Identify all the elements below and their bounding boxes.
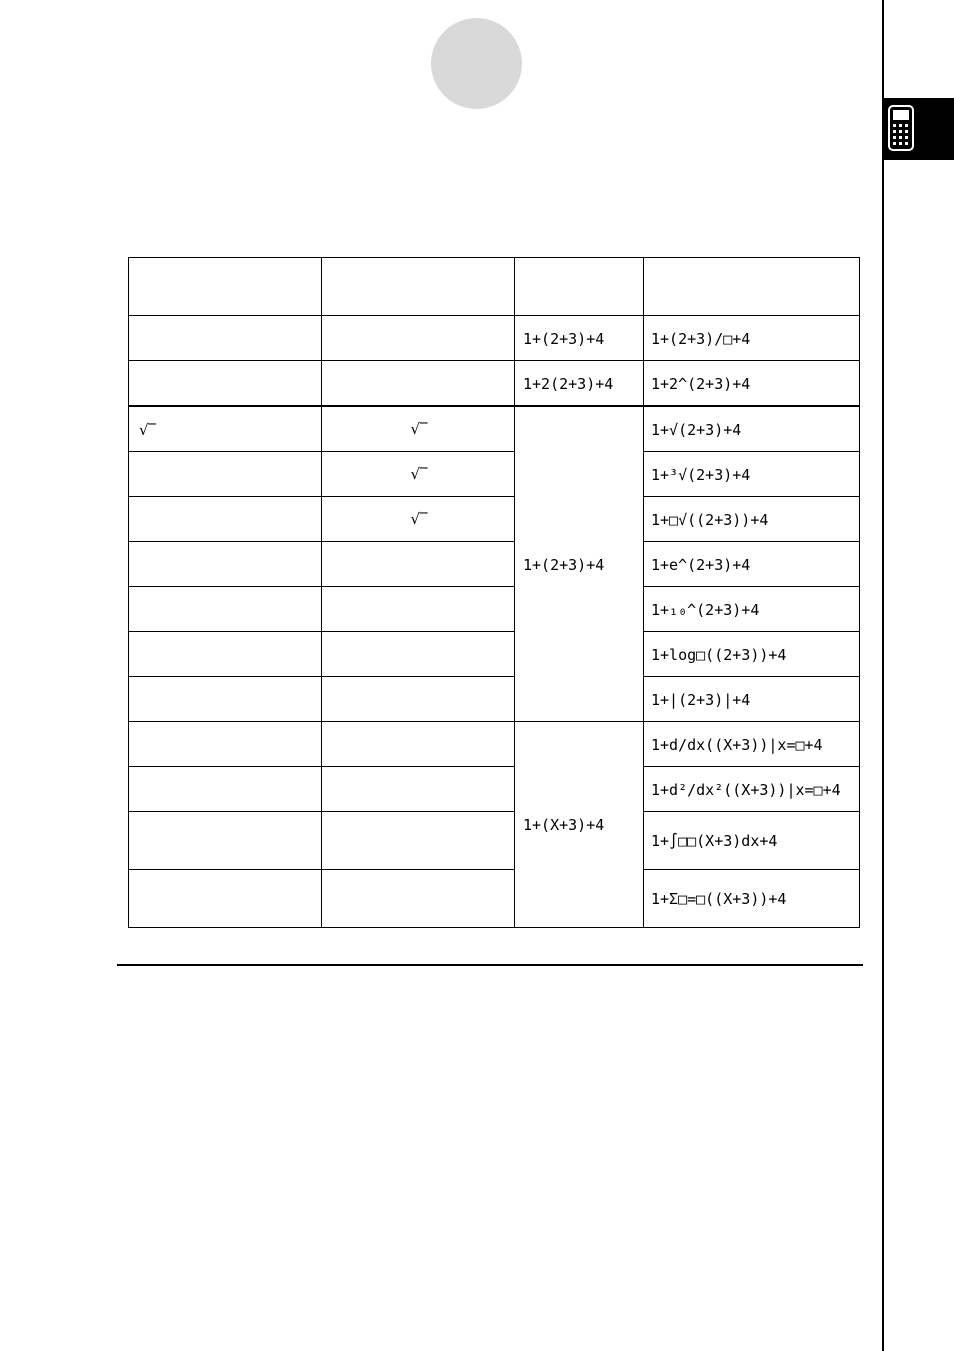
table-row	[129, 316, 860, 361]
sqrt-symbol: √‾	[410, 465, 428, 483]
cell	[644, 406, 860, 452]
cell	[515, 316, 644, 361]
cell	[129, 587, 322, 632]
result-expression: 1+₁₀^(2+3)+4	[651, 600, 760, 619]
cell	[644, 542, 860, 587]
cell	[322, 497, 515, 542]
table-row	[129, 406, 860, 452]
cell	[129, 497, 322, 542]
cell	[644, 361, 860, 407]
table-row	[129, 632, 860, 677]
cell	[129, 632, 322, 677]
result-expression: 1+√(2+3)+4	[651, 420, 742, 439]
header-cell	[322, 258, 515, 316]
cell	[644, 316, 860, 361]
result-expression: 1+³√(2+3)+4	[651, 465, 751, 484]
result-expression: 1+d²/dx²((X+3))|x=□+4	[651, 780, 841, 799]
cell	[129, 812, 322, 870]
cell	[129, 361, 322, 407]
sqrt-symbol: √‾	[410, 420, 428, 438]
cell	[644, 677, 860, 722]
cell	[129, 767, 322, 812]
table-row	[129, 812, 860, 870]
header-row	[129, 258, 860, 316]
cell	[322, 870, 515, 928]
cell	[129, 452, 322, 497]
cell	[322, 677, 515, 722]
template-table	[128, 257, 860, 928]
result-expression: 1+(2+3)/□+4	[651, 329, 751, 348]
result-expression: 1+2^(2+3)+4	[651, 374, 751, 393]
cell	[322, 452, 515, 497]
side-rule	[882, 0, 884, 1351]
table-row	[129, 497, 860, 542]
result-expression: 1+Σ□=□((X+3))+4	[651, 890, 787, 908]
input-expression: 1+(X+3)+4	[523, 816, 605, 834]
bottom-rule	[117, 964, 863, 966]
cell	[644, 587, 860, 632]
result-expression: 1+|(2+3)|+4	[651, 690, 751, 709]
table-row	[129, 767, 860, 812]
cell	[129, 870, 322, 928]
cell	[322, 812, 515, 870]
cell	[129, 316, 322, 361]
input-expression: 1+(2+3)+4	[523, 329, 605, 348]
cell	[322, 722, 515, 767]
table-row	[129, 542, 860, 587]
cell	[129, 722, 322, 767]
result-expression: 1+□√((2+3))+4	[651, 510, 769, 529]
cell	[644, 497, 860, 542]
cell	[644, 812, 860, 870]
cell	[129, 677, 322, 722]
table-row	[129, 587, 860, 632]
cell	[644, 632, 860, 677]
input-expression: 1+2(2+3)+4	[523, 374, 614, 393]
cell	[322, 767, 515, 812]
cell	[644, 722, 860, 767]
table-row	[129, 452, 860, 497]
cell	[644, 767, 860, 812]
section-tab	[882, 98, 954, 160]
header-cell	[644, 258, 860, 316]
cell	[515, 361, 644, 407]
cell	[129, 542, 322, 587]
cell	[644, 452, 860, 497]
cell	[322, 542, 515, 587]
result-expression: 1+∫□□(X+3)dx+4	[651, 832, 778, 850]
table-row	[129, 870, 860, 928]
cell	[322, 632, 515, 677]
result-expression: 1+log□((2+3))+4	[651, 645, 787, 664]
cell	[515, 406, 644, 722]
table-row	[129, 361, 860, 407]
input-expression: 1+(2+3)+4	[523, 555, 605, 574]
cell	[129, 406, 322, 452]
sqrt-symbol: √‾	[139, 420, 157, 439]
header-cell	[515, 258, 644, 316]
table-row	[129, 722, 860, 767]
chapter-circle	[431, 18, 522, 109]
result-expression: 1+e^(2+3)+4	[651, 555, 751, 574]
table-row	[129, 677, 860, 722]
cell	[322, 316, 515, 361]
calculator-icon	[888, 105, 914, 151]
result-expression: 1+d/dx((X+3))|x=□+4	[651, 735, 823, 754]
cell	[644, 870, 860, 928]
sqrt-symbol: √‾	[410, 510, 428, 528]
cell	[322, 587, 515, 632]
header-cell	[129, 258, 322, 316]
cell	[322, 406, 515, 452]
cell	[515, 722, 644, 928]
cell	[322, 361, 515, 407]
